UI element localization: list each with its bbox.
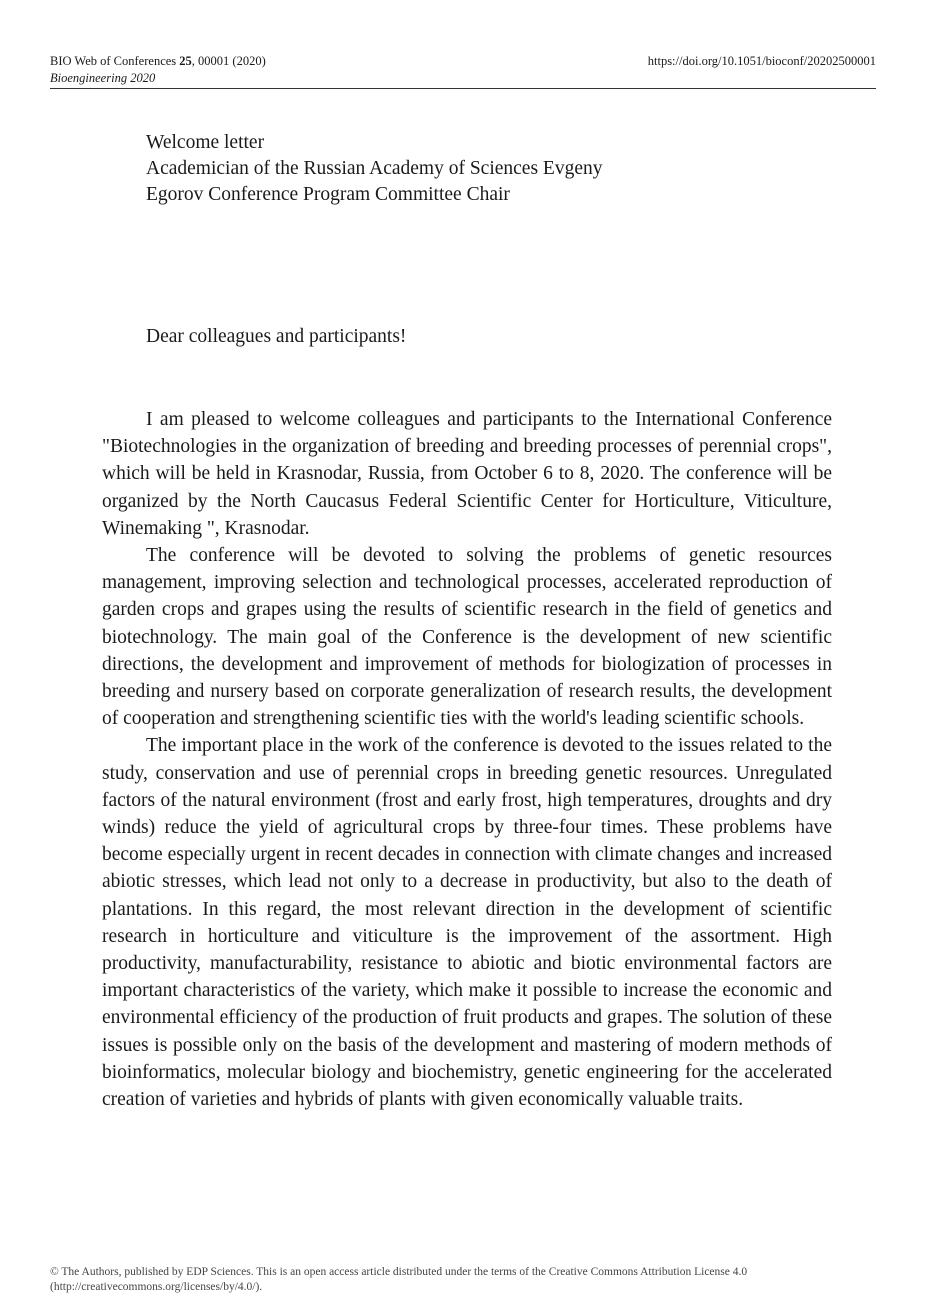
letter-body <box>102 406 832 1113</box>
journal-name: BIO Web of Conferences <box>50 54 180 68</box>
license-url[interactable]: (http://creativecommons.org/licenses/by/4.0/). <box>50 1281 263 1293</box>
doi-link[interactable]: https://doi.org/10.1051/bioconf/20202500001 <box>647 54 876 68</box>
letter-heading <box>146 130 602 208</box>
license-footer <box>50 1265 876 1295</box>
author-line-1: Academician of the Russian Academy of Sciences Evgeny <box>146 158 603 179</box>
running-header <box>50 53 266 87</box>
author-line-2: Egorov Conference Program Committee Chair <box>146 184 510 205</box>
header-divider <box>50 88 876 89</box>
journal-volume: 25 <box>179 54 192 68</box>
article-number: , 00001 (2020) <box>191 54 266 68</box>
letter-title: Welcome letter <box>146 132 265 153</box>
paragraph-1: I am pleased to welcome colleagues and participants to the International Conference "Biotechnologies in the organization of breeding and breeding processes of perennial crops", which will be held in Krasnodar, Russia, from October 6 to 8, 2020. The conference will be organized by the North Caucasus Federal Scientific Center for Horticulture, Viticulture, Winemaking ", Krasnodar. <box>102 409 832 539</box>
paragraph-3: The important place in the work of the conference is devoted to the issues related to the study, conservation and use of perennial crops in breeding genetic resources. Unregulated factors of the natural environment (frost and early frost, high temperatures, droughts and dry winds) reduce the yield of agricultural crops by three-four times. These problems have become especially urgent in recent decades in connection with climate changes and increased abiotic stresses, which lead not only to a decrease in productivity, but also to the death of plantations. In this regard, the most relevant direction in the development of scientific research in horticulture and viticulture is the improvement of the assortment. High productivity, manufacturability, resistance to abiotic and biotic environmental factors are important characteristics of the variety, which make it possible to increase the economic and environmental efficiency of the production of fruit products and grapes. The solution of these issues is possible only on the basis of the development and mastering of modern methods of bioinformatics, molecular biology and biochemistry, genetic engineering for the accelerated creation of varieties and hybrids of plants with given economically valuable traits. <box>102 735 832 1111</box>
paragraph-2: The conference will be devoted to solving the problems of genetic resources management, improving selection and technological processes, accelerated reproduction of garden crops and grapes using the results of scientific research in the field of genetics and biotechnology. The main goal of the Conference is the development of new scientific directions, the development and improvement of methods for biologization of processes in breeding and nursery based on corporate generalization of research results, the development of cooperation and strengthening scientific ties with the world's leading scientific schools. <box>102 545 832 730</box>
greeting: Dear colleagues and participants! <box>146 326 407 347</box>
conference-series: Bioengineering 2020 <box>50 71 156 85</box>
journal-citation <box>50 53 266 70</box>
license-line-1: © The Authors, published by EDP Sciences. This is an open access article distributed under the terms of the Creative Commons Attribution License 4.0 <box>50 1266 748 1278</box>
